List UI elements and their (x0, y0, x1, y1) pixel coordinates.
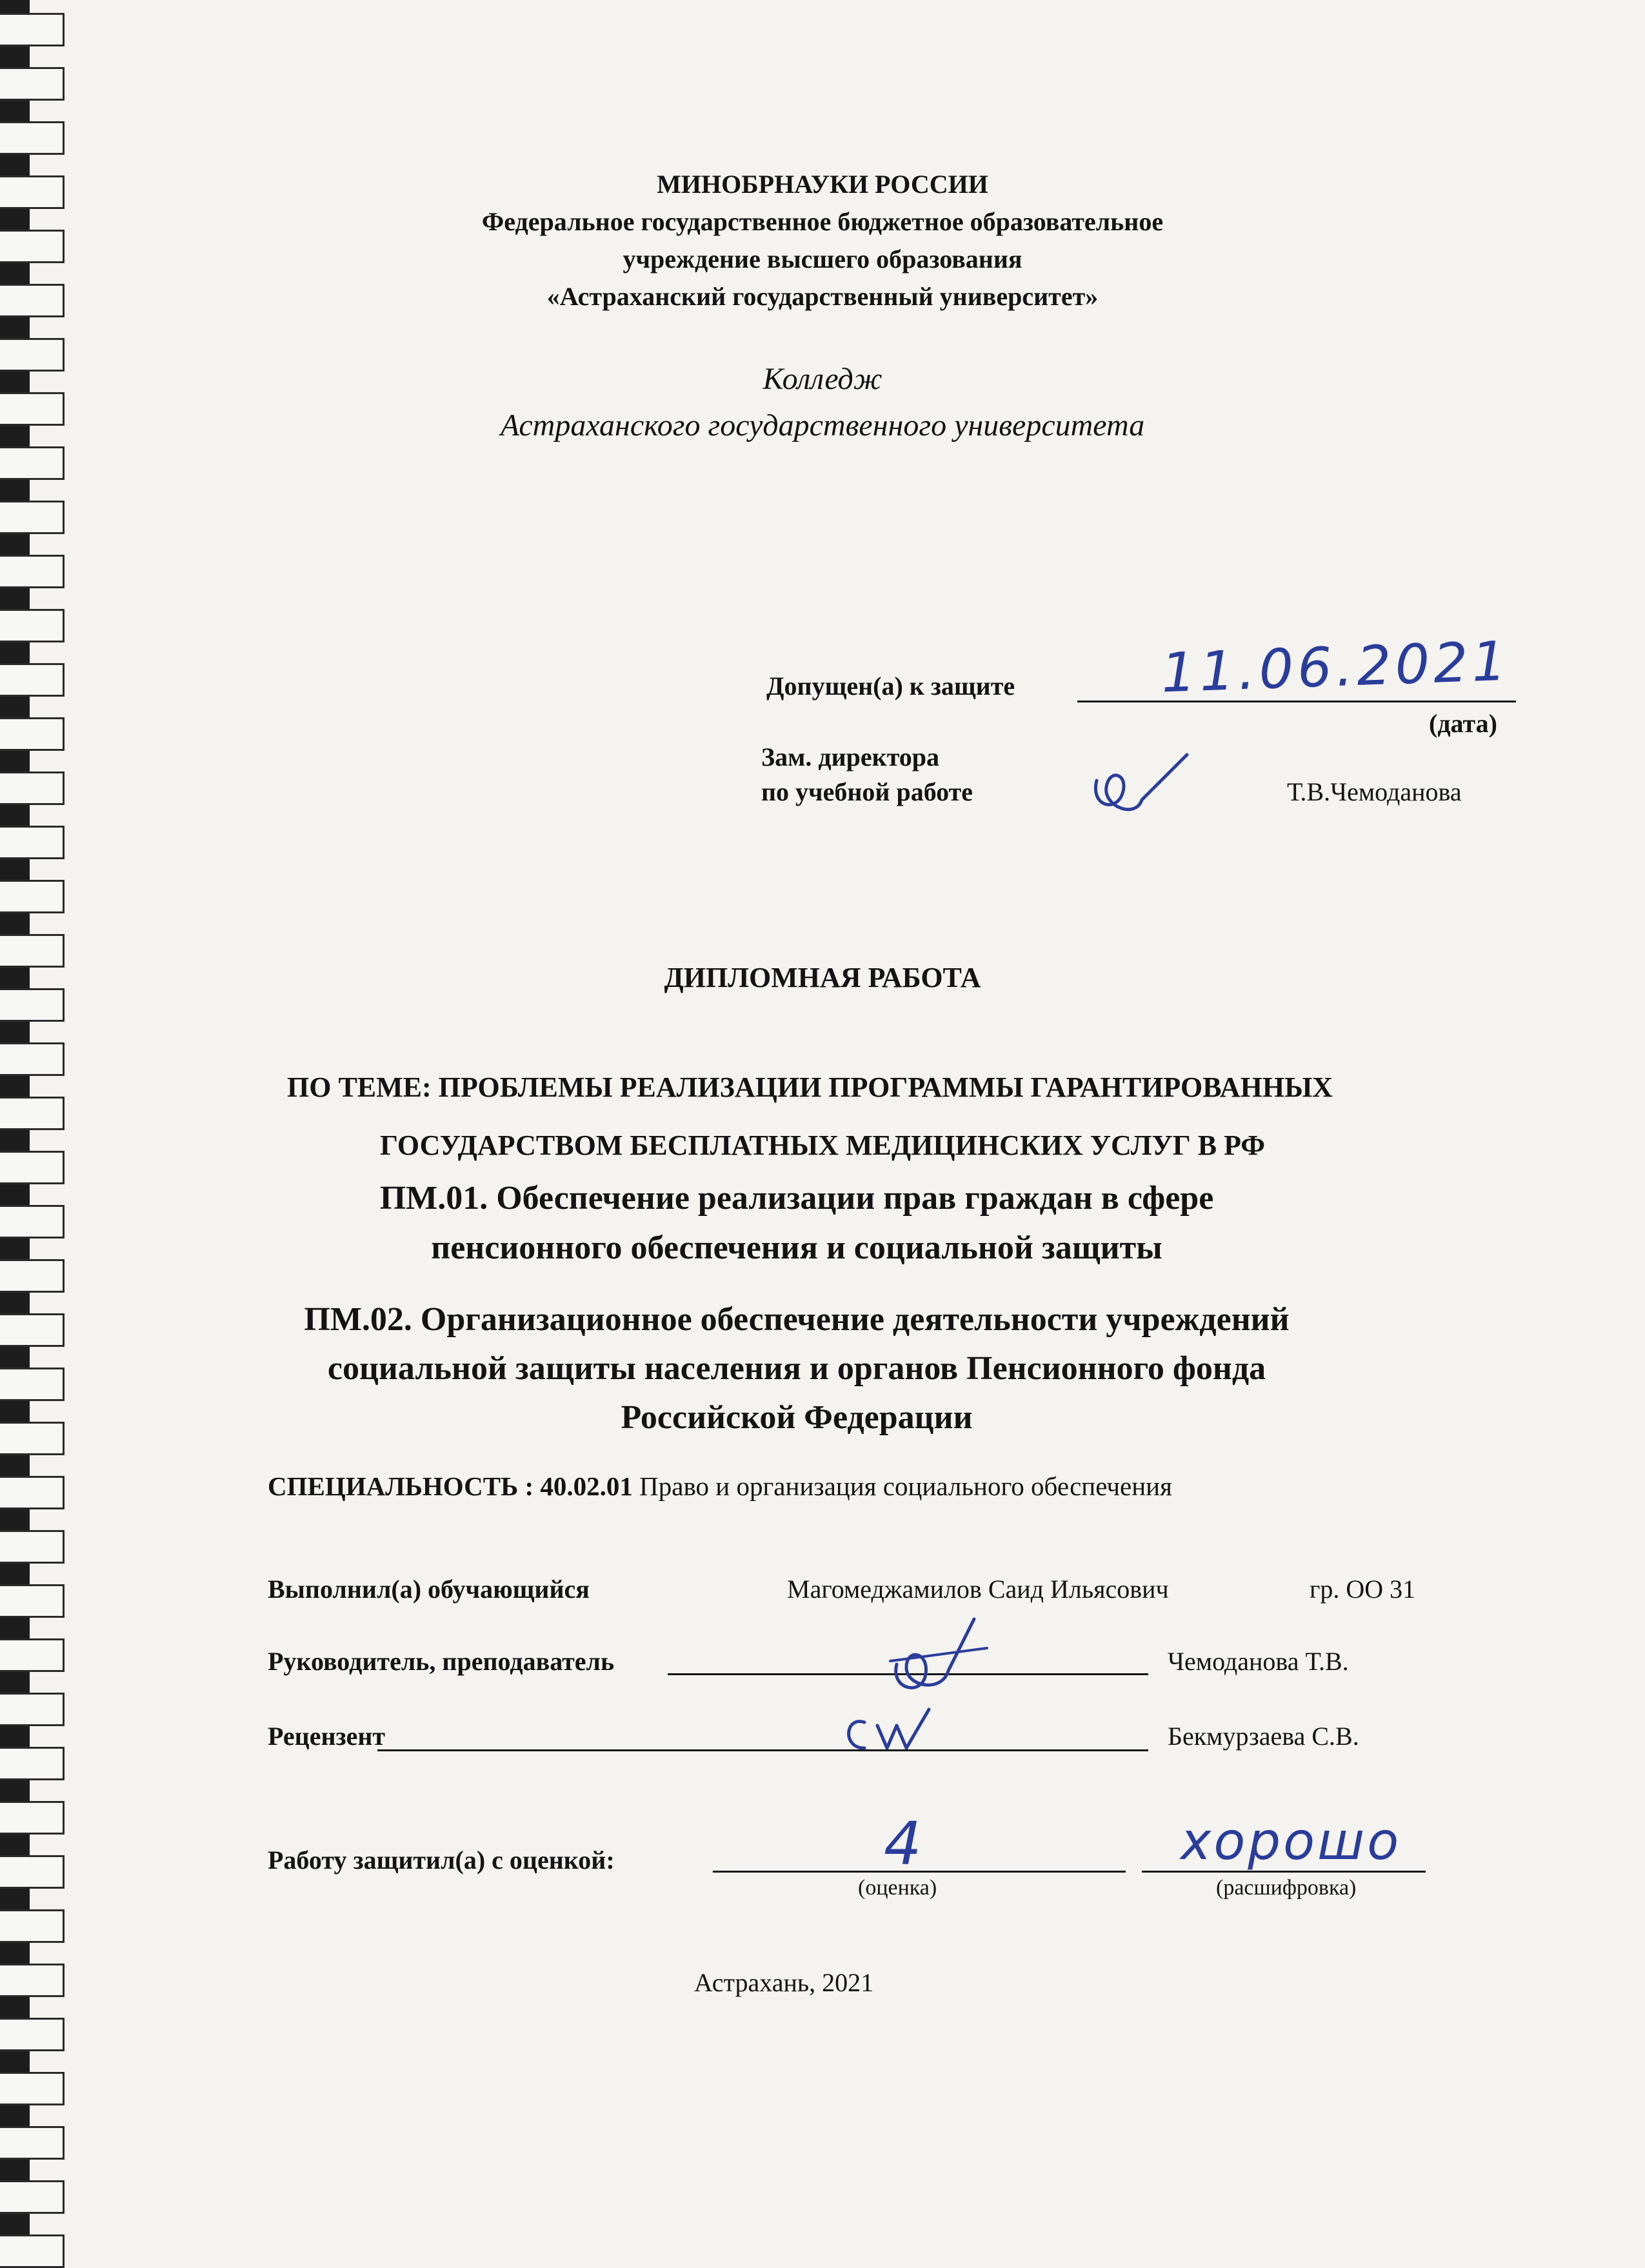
binding-loop (0, 1747, 65, 1780)
binding-loop (0, 1909, 65, 1943)
pm02-line-2: социальной защиты населения и органов Пенсионного фонда (327, 1350, 1266, 1387)
pm02-line-3: Российской Федерации (621, 1399, 973, 1436)
binding-loop (0, 1476, 65, 1509)
organization-line-1: Федеральное государственное бюджетное образовательное (481, 207, 1164, 236)
admission-date-line (1077, 701, 1516, 702)
binding-loop (0, 501, 65, 534)
binding-loop (0, 1801, 65, 1835)
reviewer-signature (832, 1696, 948, 1767)
city-year: Астрахань, 2021 (693, 1968, 874, 1997)
specialty-label: СПЕЦИАЛЬНОСТЬ : 40.02.01 (268, 1471, 633, 1501)
binding-loop (0, 2072, 65, 2105)
admission-label: Допущен(а) к защите (766, 671, 1015, 701)
binding-loop (0, 121, 65, 155)
reviewer-signature-line (377, 1749, 1148, 1751)
organization-line-2: учреждение высшего образования (623, 244, 1022, 274)
binding-loop (0, 1693, 65, 1726)
student-name: Магомеджамилов Саид Ильясович (787, 1575, 1169, 1604)
binding-loop (0, 67, 65, 101)
binding-loop (0, 717, 65, 751)
pm02-line-1: ПМ.02. Организационное обеспечение деятельности учреждений (304, 1301, 1290, 1338)
binding-loop (0, 663, 65, 697)
student-group: гр. ОО 31 (1310, 1575, 1416, 1604)
binding-loop (0, 1097, 65, 1130)
deputy-title-line-1: Зам. директора (761, 742, 940, 771)
college-label: Колледж (763, 362, 882, 396)
deputy-name: Т.В.Чемоданова (1287, 777, 1462, 806)
deputy-signature (1084, 742, 1213, 826)
binding-loop (0, 555, 65, 588)
binding-loop (0, 880, 65, 913)
grade-text-caption: (расшифровка) (1216, 1876, 1357, 1900)
college-university: Астраханского государственного университета (500, 408, 1145, 443)
binding-loop (0, 1042, 65, 1076)
binding-loop (0, 771, 65, 805)
admission-date-handwritten: 11.06.2021 (1160, 629, 1511, 705)
deputy-title-line-2: по учебной работе (761, 777, 973, 806)
pm01-line-2: пенсионного обеспечения и социальной защиты (431, 1229, 1162, 1266)
binding-loop (0, 1584, 65, 1618)
university-name: «Астраханский государственный университет» (546, 282, 1099, 311)
binding-loop (0, 13, 65, 46)
student-label: Выполнил(а) обучающийся (268, 1575, 590, 1604)
binding-loop (0, 2018, 65, 2051)
ministry-heading: МИНОБРНАУКИ РОССИИ (657, 170, 988, 199)
date-caption: (дата) (1429, 709, 1497, 738)
binding-loop (0, 2180, 65, 2214)
reviewer-label: Рецензент (268, 1722, 386, 1751)
binding-loop (0, 826, 65, 859)
reviewer-name: Бекмурзаева С.В. (1168, 1722, 1359, 1751)
binding-loop (0, 1638, 65, 1672)
grade-value-handwritten: 4 (884, 1809, 922, 1878)
grade-label: Работу защитил(а) с оценкой: (268, 1845, 615, 1875)
grade-value-caption: (оценка) (858, 1876, 937, 1900)
binding-loop (0, 446, 65, 480)
binding-loop (0, 1530, 65, 1564)
topic-line-1: ПО ТЕМЕ: ПРОБЛЕМЫ РЕАЛИЗАЦИИ ПРОГРАММЫ ГАРАНТИРОВАННЫХ (287, 1071, 1333, 1103)
topic-line-2: ГОСУДАРСТВОМ БЕСПЛАТНЫХ МЕДИЦИНСКИХ УСЛУГ В РФ (379, 1129, 1266, 1161)
specialty-value: Право и организация социального обеспечения (639, 1471, 1172, 1501)
binding-loop (0, 1855, 65, 1889)
binding-loop (0, 609, 65, 642)
pm01-line-1: ПМ.01. Обеспечение реализации прав граждан в сфере (379, 1180, 1214, 1217)
grade-text-handwritten: хорошо (1181, 1811, 1402, 1871)
supervisor-label: Руководитель, преподаватель (268, 1647, 615, 1676)
supervisor-name: Чемоданова Т.В. (1168, 1647, 1349, 1676)
specialty-line (268, 1471, 1172, 1502)
document-type: ДИПЛОМНАЯ РАБОТА (664, 962, 981, 993)
binding-loop (0, 2234, 65, 2268)
supervisor-signature (877, 1613, 993, 1709)
binding-loop (0, 2126, 65, 2160)
